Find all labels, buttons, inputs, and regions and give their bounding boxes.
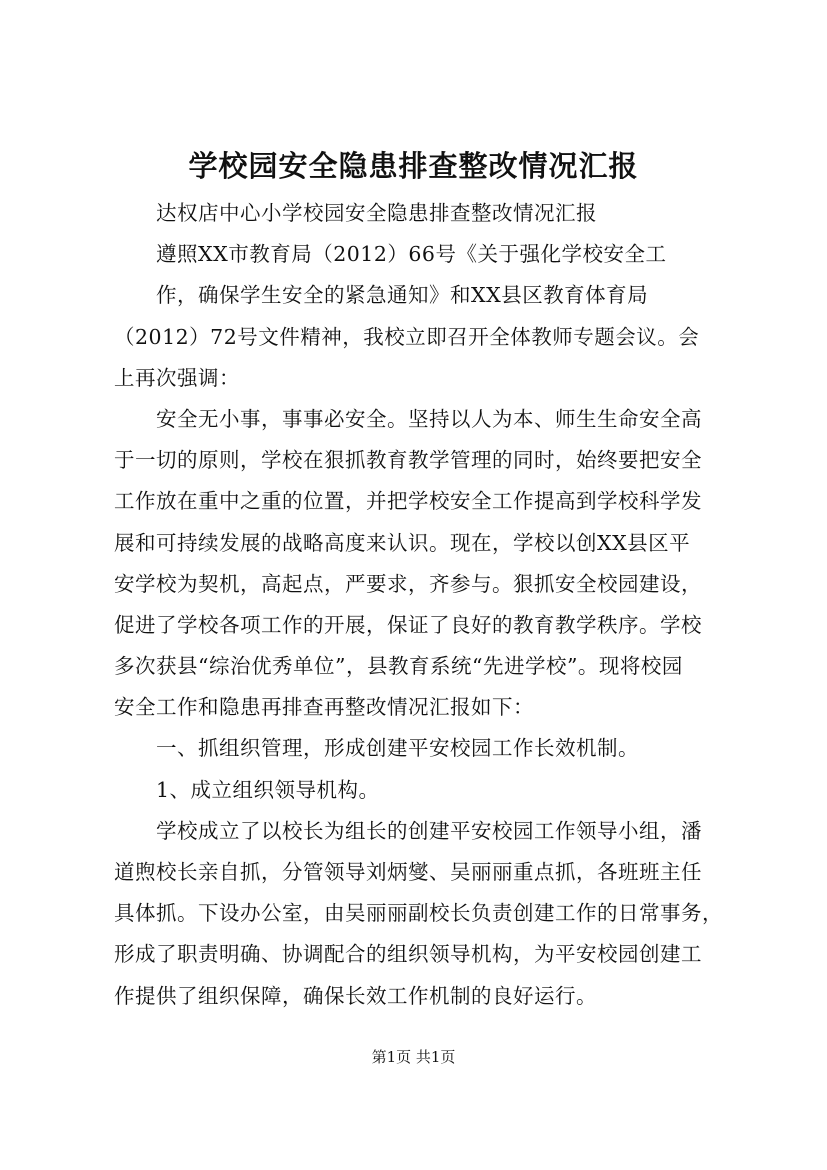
document-body bbox=[114, 193, 726, 1017]
body-line: 安学校为契机，高起点，严要求，齐参与。狠抓安全校园建设， bbox=[114, 571, 702, 596]
body-line: 工作放在重中之重的位置，并把学校安全工作提高到学校科学发 bbox=[114, 489, 702, 514]
body-line: 作，确保学生安全的紧急通知》和XX县区教育体育局 bbox=[156, 283, 649, 308]
body-line: 于一切的原则，学校在狠抓教育教学管理的同时，始终要把安全 bbox=[114, 448, 702, 473]
body-line: 道煦校长亲自抓，分管领导刘炳燮、吴丽丽重点抓，各班班主任 bbox=[114, 860, 702, 884]
body-line: 学校成立了以校长为组长的创建平安校园工作领导小组，潘 bbox=[156, 818, 702, 843]
body-line: 上再次强调： bbox=[114, 365, 240, 390]
body-line: 作提供了组织保障，确保长效工作机制的良好运行。 bbox=[114, 983, 597, 1008]
subtitle-line: 达权店中心小学校园安全隐患排查整改情况汇报 bbox=[156, 201, 597, 225]
body-line: 多次获县“综治优秀单位”，县教育系统“先进学校”。现将校园 bbox=[114, 654, 683, 679]
body-line: 促进了学校各项工作的开展，保证了良好的教育教学秩序。学校 bbox=[114, 612, 702, 637]
body-line: 安全工作和隐患再排查再整改情况汇报如下： bbox=[114, 695, 534, 720]
body-line: 遵照XX市教育局（2012）66号《关于强化学校安全工 bbox=[156, 242, 667, 267]
body-line: 展和可持续发展的战略高度来认识。现在，学校以创XX县区平 bbox=[114, 530, 691, 555]
section-heading: 一、抓组织管理，形成创建平安校园工作长效机制。 bbox=[156, 736, 639, 761]
subsection-heading: 1、成立组织领导机构。 bbox=[156, 777, 380, 802]
body-line: 安全无小事，事事必安全。坚持以人为本、师生生命安全高 bbox=[156, 406, 702, 431]
page-footer: 第1页 共1页 bbox=[371, 1048, 456, 1066]
body-line: 形成了职责明确、协调配合的组织领导机构，为平安校园创建工 bbox=[114, 942, 702, 967]
body-line: （2012）72号文件精神，我校立即召开全体教师专题会议。会 bbox=[114, 324, 700, 349]
document-title: 学校园安全隐患排查整改情况汇报 bbox=[188, 149, 639, 183]
body-line: 具体抓。下设办公室，由吴丽丽副校长负责创建工作的日常事务， bbox=[114, 901, 723, 926]
